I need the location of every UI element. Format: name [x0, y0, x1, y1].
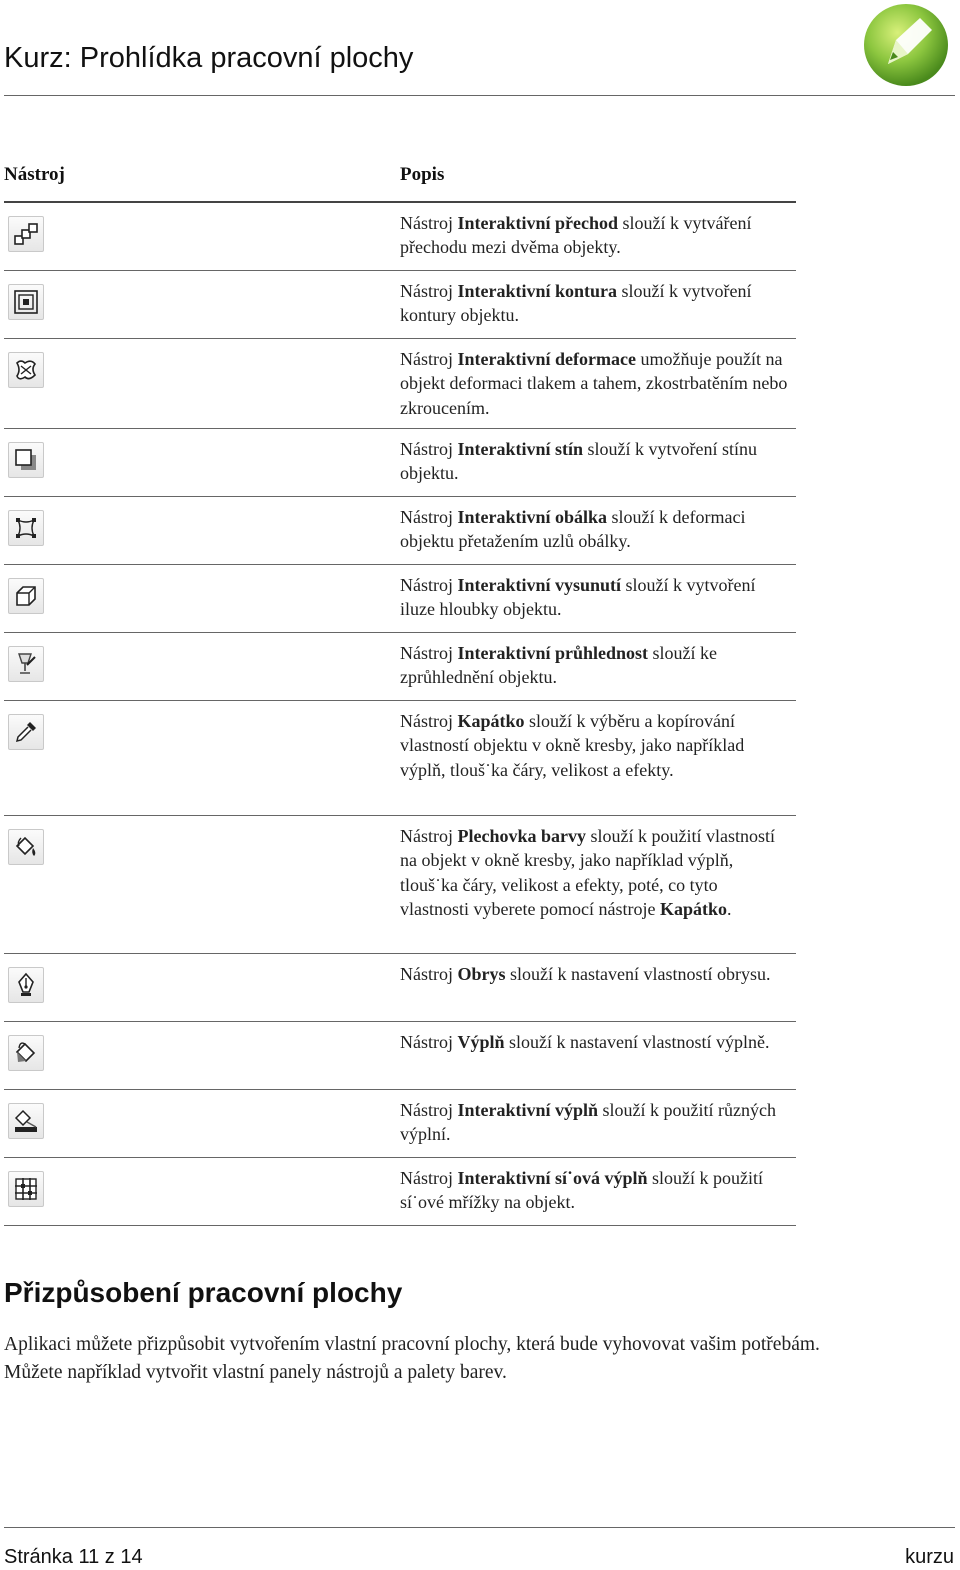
- description-prefix: Nástroj: [400, 643, 458, 663]
- description-text: slouží k vytvoření stínu objektu.: [400, 439, 758, 484]
- description-prefix: Nástroj: [400, 1168, 458, 1188]
- description-text: slouží k vytváření přechodu mezi dvěma objekty.: [400, 213, 752, 258]
- tool-name: Interaktivní deformace: [457, 349, 636, 369]
- description-end: .: [726, 899, 732, 920]
- description-text: slouží ke zprůhlednění objektu.: [400, 643, 718, 688]
- description-text: slouží k použití sí˙ové mřížky na objekt.: [400, 1168, 764, 1213]
- tool-name: Výplň: [457, 1032, 505, 1052]
- tool-description: [400, 347, 790, 420]
- interactive-distortion-icon: [8, 352, 44, 388]
- interactive-transparency-icon: [8, 646, 44, 682]
- table-row: [4, 271, 796, 339]
- description-prefix: Nástroj: [400, 349, 458, 369]
- tool-description: [400, 573, 790, 622]
- section-title: Přizpůsobení pracovní plochy: [4, 1277, 403, 1308]
- footer-divider: [4, 1527, 955, 1528]
- description-text: slouží k nastavení vlastností výplně.: [504, 1032, 770, 1052]
- column-header-tool: Nástroj: [4, 164, 65, 185]
- description-text: slouží k použití vlastností na objekt v okně kresby, jako například výplň, tlouš˙ka čáry, velikost a efekty, poté, co tyto vlastnosti vyberete pomocí nástroje: [400, 826, 775, 920]
- table-row: [4, 701, 796, 816]
- description-text: slouží k vytvoření kontury objektu.: [400, 281, 752, 326]
- interactive-fill-icon: [8, 1103, 44, 1139]
- tool-name: Kapátko: [457, 711, 525, 731]
- table-row: [4, 497, 796, 565]
- tool-name: Interaktivní stín: [457, 439, 584, 459]
- tool-name: Plechovka barvy: [457, 826, 586, 846]
- tool-description: [400, 1166, 790, 1215]
- tool-description: [400, 437, 790, 486]
- table-row: [4, 954, 796, 1022]
- outline-pen-icon: [8, 967, 44, 1003]
- tool-name: Interaktivní vysunutí: [457, 575, 622, 595]
- interactive-contour-icon: [8, 284, 44, 320]
- interactive-mesh-fill-icon: [8, 1171, 44, 1207]
- description-prefix: Nástroj: [400, 281, 458, 301]
- description-prefix: Nástroj: [400, 213, 458, 233]
- tool-table: [4, 203, 796, 1226]
- tool-name: Interaktivní obálka: [457, 507, 608, 527]
- table-row: [4, 1158, 796, 1226]
- tool-description: [400, 279, 790, 328]
- description-text: umožňuje použít na objekt deformaci tlakem a tahem, zkostrbatěním nebo zkroucením.: [400, 349, 788, 418]
- table-row: [4, 1090, 796, 1158]
- table-row: [4, 1022, 796, 1090]
- description-prefix: Nástroj: [400, 507, 458, 527]
- table-row: [4, 429, 796, 497]
- description-prefix: Nástroj: [400, 1100, 458, 1120]
- tool-description: [400, 1030, 790, 1054]
- description-text: slouží k nastavení vlastností obrysu.: [505, 964, 771, 984]
- tool-name: Interaktivní průhlednost: [457, 643, 649, 663]
- description-prefix: Nástroj: [400, 826, 458, 846]
- tool-description: [400, 962, 790, 986]
- table-row: [4, 339, 796, 429]
- description-text: slouží k deformaci objektu přetažením uzlů obálky.: [400, 507, 746, 552]
- paintbucket-icon: [8, 829, 44, 865]
- section-line-2: Můžete například vytvořit vlastní panely nástrojů a palety barev.: [4, 1362, 507, 1383]
- section-body: [4, 1331, 944, 1387]
- table-row: [4, 203, 796, 271]
- page-header-title: Kurz: Prohlídka pracovní plochy: [4, 42, 414, 74]
- interactive-blend-icon: [8, 216, 44, 252]
- tool-description: [400, 1098, 790, 1147]
- fill-icon: [8, 1035, 44, 1071]
- description-text: slouží k použití různých výplní.: [400, 1100, 776, 1145]
- header-divider: [4, 95, 955, 96]
- tool-name-reference: Kapátko: [659, 899, 727, 920]
- tool-name: Interaktivní přechod: [457, 213, 619, 233]
- description-prefix: Nástroj: [400, 575, 458, 595]
- column-header-description: Popis: [400, 164, 445, 185]
- tool-description: [400, 505, 790, 554]
- table-row: [4, 633, 796, 701]
- tool-description: [400, 709, 790, 782]
- tool-description: [400, 211, 790, 260]
- tool-name: Interaktivní sí˙ová výplň: [457, 1168, 648, 1188]
- description-text: slouží k vytvoření iluze hloubky objektu.: [400, 575, 756, 620]
- description-prefix: Nástroj: [400, 1032, 458, 1052]
- tool-description: [400, 641, 790, 690]
- footer-label: kurzu: [905, 1546, 954, 1568]
- tool-name: Obrys: [457, 964, 506, 984]
- table-row: [4, 816, 796, 954]
- section-line-1: Aplikaci můžete přizpůsobit vytvořením vlastní pracovní plochy, která bude vyhovovat vašim potřebám.: [4, 1334, 820, 1355]
- table-row: [4, 565, 796, 633]
- tool-description: [400, 824, 790, 922]
- description-prefix: Nástroj: [400, 439, 458, 459]
- interactive-envelope-icon: [8, 510, 44, 546]
- tool-name: Interaktivní kontura: [457, 281, 618, 301]
- tool-name: Interaktivní výplň: [457, 1100, 599, 1120]
- page-number: Stránka 11 z 14: [4, 1546, 143, 1568]
- coreldraw-pencil-logo-icon: [862, 2, 950, 88]
- description-prefix: Nástroj: [400, 964, 458, 984]
- description-text: slouží k výběru a kopírování vlastností objektu v okně kresby, jako například výplň, tlouš˙ka čáry, velikost a efekty.: [400, 711, 745, 780]
- interactive-extrude-icon: [8, 578, 44, 614]
- eyedropper-icon: [8, 714, 44, 750]
- description-prefix: Nástroj: [400, 711, 458, 731]
- interactive-drop-shadow-icon: [8, 442, 44, 478]
